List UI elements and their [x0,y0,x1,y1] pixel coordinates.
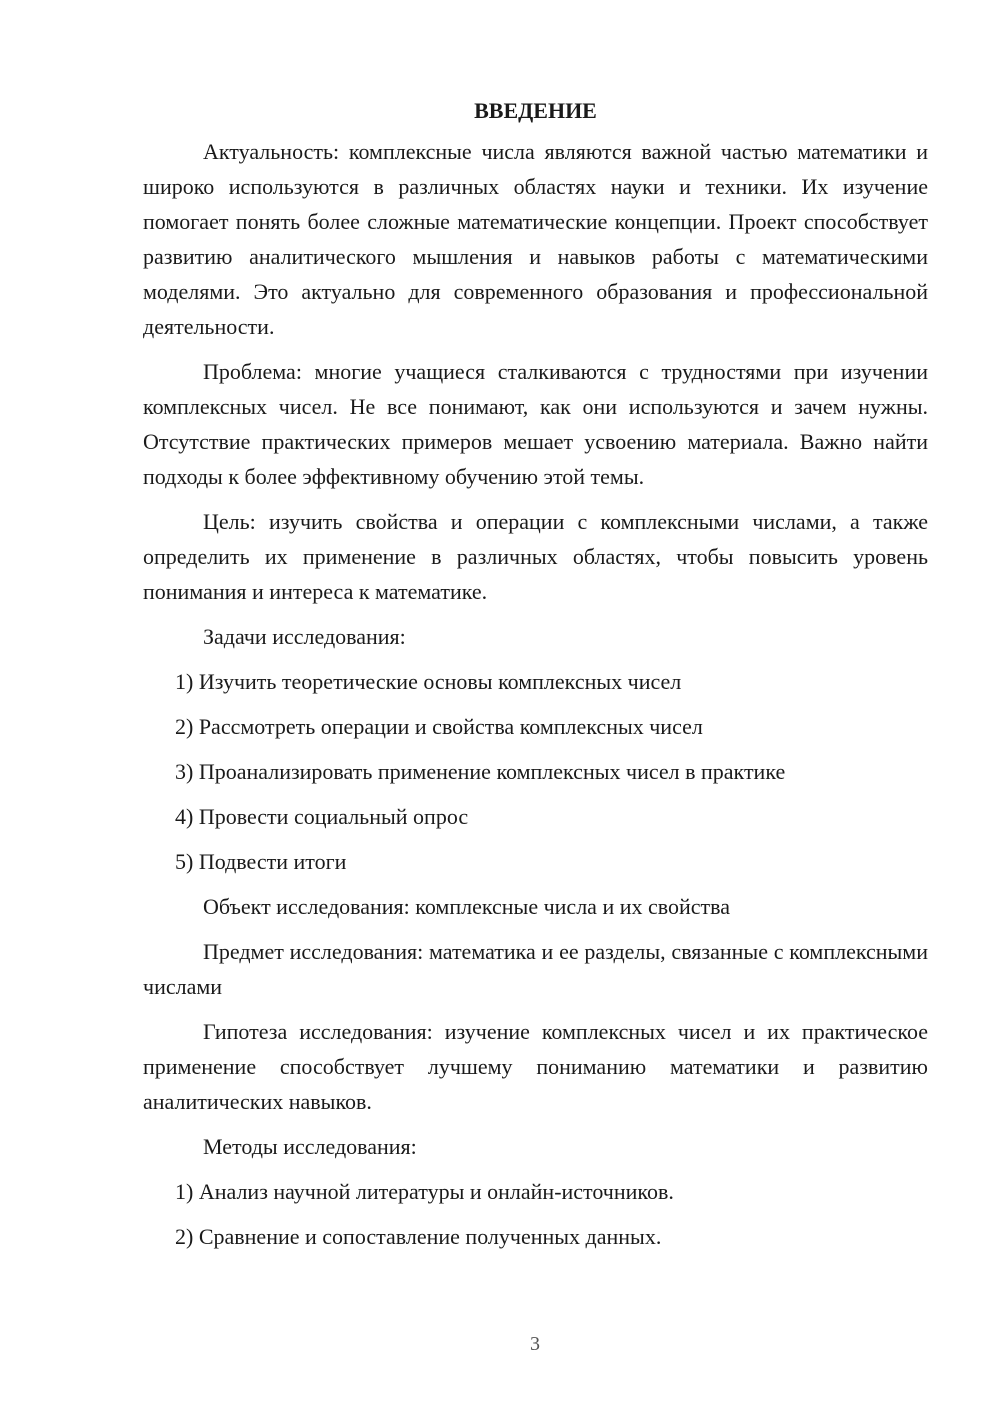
methods-heading: Методы исследования: [203,1134,417,1159]
paragraph-problem: Проблема: многие учащиеся сталкиваются с трудностями при изучении комплексных чисел. Не все понимают, как они используются и зачем нужны. Отсутствие практических примеров мешает усвоению материала. Важно найти подходы к более эффективному обучению этой темы. [143,359,928,489]
document-page [143,88,928,1264]
paragraph-goal: Цель: изучить свойства и операции с комплексными числами, а также определить их применение в различных областях, чтобы повысить уровень понимания и интереса к математике. [143,509,928,604]
list-item: 3) Проанализировать применение комплексных чисел в практике [175,759,786,784]
list-item: 2) Сравнение и сопоставление полученных данных. [175,1224,662,1249]
page-number: 3 [530,1333,540,1355]
methods-list [143,1174,928,1254]
list-item: 2) Рассмотреть операции и свойства комплексных чисел [175,714,703,739]
list-item: 1) Анализ научной литературы и онлайн-источников. [175,1179,674,1204]
tasks-list [143,664,928,879]
paragraph-object: Объект исследования: комплексные числа и их свойства [203,894,731,919]
paragraph-relevance: Актуальность: комплексные числа являются важной частью математики и широко используются в различных областях науки и техники. Их изучение помогает понять более сложные математические концепции. Проект способствует развитию аналитического мышления и навыков работы с математическими моделями. Это актуально для современного образования и профессиональной деятельности. [143,139,928,339]
list-item: 1) Изучить теоретические основы комплексных чисел [175,669,682,694]
paragraph-hypothesis: Гипотеза исследования: изучение комплексных чисел и их практическое применение способствует лучшему пониманию математики и развитию аналитических навыков. [143,1019,928,1114]
list-item: 4) Провести социальный опрос [175,804,469,829]
section-heading: ВВЕДЕНИЕ [474,98,597,123]
list-item: 5) Подвести итоги [175,849,347,874]
tasks-heading: Задачи исследования: [203,624,406,649]
paragraph-subject: Предмет исследования: математика и ее разделы, связанные с комплексными числами [143,939,928,999]
